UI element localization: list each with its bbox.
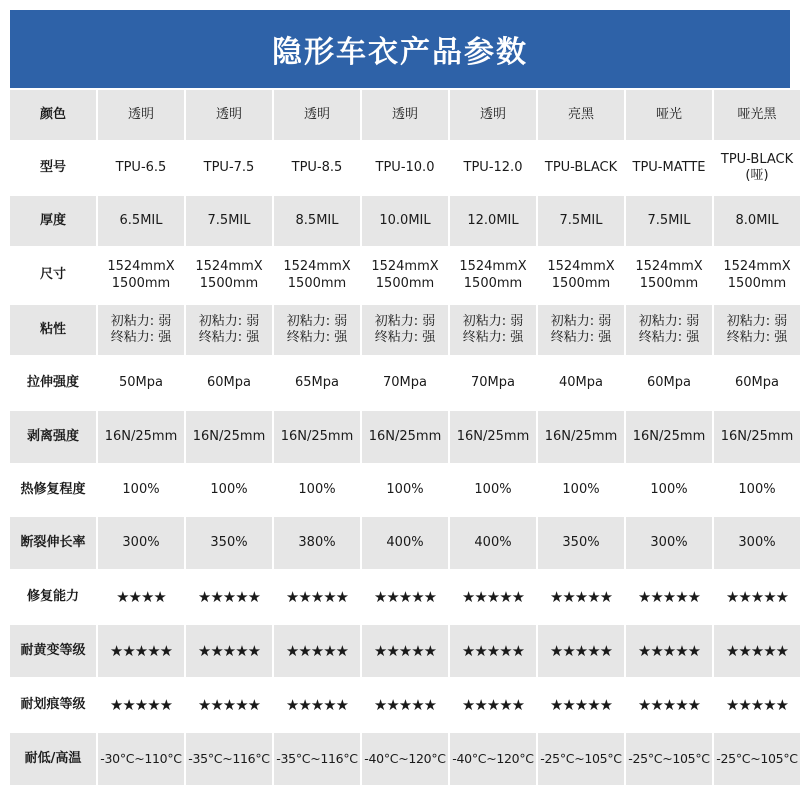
table-cell: 100%: [186, 465, 272, 515]
table-cell: 100%: [714, 465, 800, 515]
table-cell: 60Mpa: [626, 357, 712, 409]
row-label: 拉伸强度: [10, 357, 96, 409]
table-cell: 100%: [98, 465, 184, 515]
table-cell: 透明: [450, 90, 536, 140]
table-cell: 初粘力: 弱 终粘力: 强: [98, 305, 184, 355]
table-cell: 初粘力: 弱 终粘力: 强: [186, 305, 272, 355]
table-cell: 16N/25mm: [450, 411, 536, 463]
table-cell: TPU-7.5: [186, 142, 272, 194]
table-cell: 16N/25mm: [274, 411, 360, 463]
row-label: 耐划痕等级: [10, 679, 96, 731]
row-label: 耐黄变等级: [10, 625, 96, 677]
table-cell: 1524mmX 1500mm: [98, 248, 184, 303]
table-cell: TPU-12.0: [450, 142, 536, 194]
table-cell: TPU-8.5: [274, 142, 360, 194]
table-cell: 350%: [538, 517, 624, 569]
table-cell: 初粘力: 弱 终粘力: 强: [626, 305, 712, 355]
table-cell: -25°C~105°C: [714, 733, 800, 785]
table-cell: 初粘力: 弱 终粘力: 强: [362, 305, 448, 355]
star-rating: ★★★★★: [362, 679, 448, 731]
table-cell: 12.0MIL: [450, 196, 536, 246]
star-rating: ★★★★★: [186, 679, 272, 731]
star-rating: ★★★★★: [362, 625, 448, 677]
table-cell: 100%: [362, 465, 448, 515]
table-cell: 300%: [714, 517, 800, 569]
row-label: 修复能力: [10, 571, 96, 623]
table-cell: 16N/25mm: [362, 411, 448, 463]
table-cell: 100%: [274, 465, 360, 515]
table-cell: TPU-6.5: [98, 142, 184, 194]
table-cell: 透明: [362, 90, 448, 140]
table-cell: -30°C~110°C: [98, 733, 184, 785]
table-cell: 7.5MIL: [538, 196, 624, 246]
star-rating: ★★★★★: [450, 679, 536, 731]
star-rating: ★★★★★: [274, 679, 360, 731]
table-cell: 100%: [626, 465, 712, 515]
table-cell: 300%: [626, 517, 712, 569]
row-label: 耐低/高温: [10, 733, 96, 785]
table-cell: 350%: [186, 517, 272, 569]
table-cell: TPU-BLACK: [538, 142, 624, 194]
page-title: 隐形车衣产品参数: [10, 10, 790, 88]
table-cell: 初粘力: 弱 终粘力: 强: [274, 305, 360, 355]
table-cell: 40Mpa: [538, 357, 624, 409]
star-rating: ★★★★★: [714, 625, 800, 677]
table-cell: 400%: [362, 517, 448, 569]
table-cell: TPU-10.0: [362, 142, 448, 194]
table-cell: 1524mmX 1500mm: [626, 248, 712, 303]
row-label: 断裂伸长率: [10, 517, 96, 569]
star-rating: ★★★★★: [450, 625, 536, 677]
table-cell: 65Mpa: [274, 357, 360, 409]
table-cell: 60Mpa: [714, 357, 800, 409]
row-label: 尺寸: [10, 248, 96, 303]
table-cell: 60Mpa: [186, 357, 272, 409]
table-cell: 300%: [98, 517, 184, 569]
star-rating: ★★★★★: [538, 625, 624, 677]
table-cell: 透明: [274, 90, 360, 140]
row-label: 厚度: [10, 196, 96, 246]
star-rating: ★★★★★: [538, 571, 624, 623]
table-cell: 亮黑: [538, 90, 624, 140]
table-cell: TPU-BLACK (哑): [714, 142, 800, 194]
row-label: 剥离强度: [10, 411, 96, 463]
table-cell: 7.5MIL: [626, 196, 712, 246]
table-cell: 100%: [538, 465, 624, 515]
table-cell: -35°C~116°C: [186, 733, 272, 785]
row-label: 粘性: [10, 305, 96, 355]
table-cell: 6.5MIL: [98, 196, 184, 246]
star-rating: ★★★★: [98, 571, 184, 623]
table-cell: 70Mpa: [450, 357, 536, 409]
table-cell: 1524mmX 1500mm: [274, 248, 360, 303]
star-rating: ★★★★★: [714, 571, 800, 623]
table-cell: 1524mmX 1500mm: [450, 248, 536, 303]
star-rating: ★★★★★: [362, 571, 448, 623]
table-cell: 透明: [186, 90, 272, 140]
star-rating: ★★★★★: [186, 625, 272, 677]
table-cell: -25°C~105°C: [538, 733, 624, 785]
star-rating: ★★★★★: [714, 679, 800, 731]
table-cell: 透明: [98, 90, 184, 140]
row-label: 型号: [10, 142, 96, 194]
table-cell: -35°C~116°C: [274, 733, 360, 785]
spec-table: [10, 90, 798, 785]
table-cell: 初粘力: 弱 终粘力: 强: [714, 305, 800, 355]
table-cell: TPU-MATTE: [626, 142, 712, 194]
row-label: 热修复程度: [10, 465, 96, 515]
star-rating: ★★★★★: [538, 679, 624, 731]
table-cell: 400%: [450, 517, 536, 569]
table-cell: 初粘力: 弱 终粘力: 强: [450, 305, 536, 355]
table-cell: 380%: [274, 517, 360, 569]
table-cell: 16N/25mm: [186, 411, 272, 463]
table-cell: 10.0MIL: [362, 196, 448, 246]
star-rating: ★★★★★: [450, 571, 536, 623]
table-cell: 哑光黑: [714, 90, 800, 140]
star-rating: ★★★★★: [274, 571, 360, 623]
table-cell: 8.0MIL: [714, 196, 800, 246]
row-label: 颜色: [10, 90, 96, 140]
star-rating: ★★★★★: [98, 625, 184, 677]
table-cell: 初粘力: 弱 终粘力: 强: [538, 305, 624, 355]
star-rating: ★★★★★: [186, 571, 272, 623]
table-cell: -40°C~120°C: [450, 733, 536, 785]
table-cell: 1524mmX 1500mm: [714, 248, 800, 303]
table-cell: 16N/25mm: [714, 411, 800, 463]
table-cell: 50Mpa: [98, 357, 184, 409]
table-cell: 16N/25mm: [98, 411, 184, 463]
table-cell: 哑光: [626, 90, 712, 140]
table-cell: 8.5MIL: [274, 196, 360, 246]
table-cell: 16N/25mm: [538, 411, 624, 463]
table-cell: -25°C~105°C: [626, 733, 712, 785]
table-cell: 1524mmX 1500mm: [538, 248, 624, 303]
table-cell: 70Mpa: [362, 357, 448, 409]
star-rating: ★★★★★: [626, 625, 712, 677]
table-cell: -40°C~120°C: [362, 733, 448, 785]
table-cell: 7.5MIL: [186, 196, 272, 246]
table-cell: 1524mmX 1500mm: [186, 248, 272, 303]
star-rating: ★★★★★: [274, 625, 360, 677]
star-rating: ★★★★★: [98, 679, 184, 731]
table-cell: 16N/25mm: [626, 411, 712, 463]
table-cell: 100%: [450, 465, 536, 515]
table-cell: 1524mmX 1500mm: [362, 248, 448, 303]
star-rating: ★★★★★: [626, 679, 712, 731]
star-rating: ★★★★★: [626, 571, 712, 623]
